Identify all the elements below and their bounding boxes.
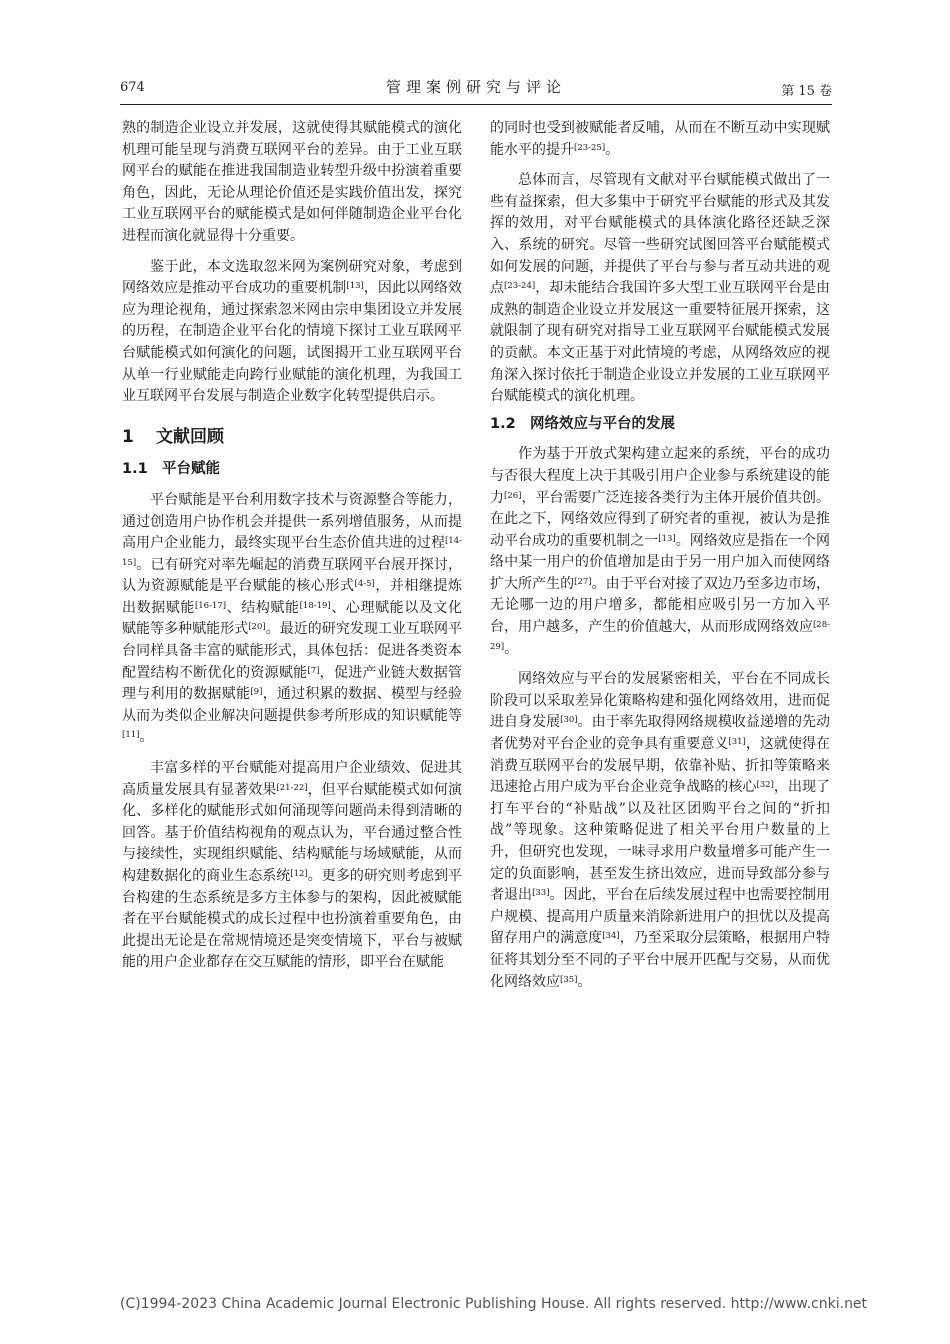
subsection-heading (122, 459, 462, 481)
citation: [18-19] (299, 600, 331, 611)
text: 、心理赋能以及文化赋能等多种赋能形式 (122, 599, 463, 638)
subsection-title: 平台赋能 (162, 461, 220, 478)
citation: [9] (250, 687, 263, 698)
text: ，乃至采取分层策略，根据用户特征将其划分至不同的子平台中展开匹配与交易，从而优化网络效应 (490, 930, 831, 990)
text: ，出现了打车平台的“补贴战”以及社区团购平台之间的“折扣战”等现象。这种策略促进了相关平台用户数量的上升，但研究也发现，一味寻求用户数量增多可能产生一定的负面影响，甚至发生挤出效应，进而导致部分参与者退出 (490, 779, 831, 904)
running-header (120, 76, 832, 102)
paragraph: 熟的制造企业设立并发展，这就使得其赋能模式的演化机理可能呈现与消费互联网平台的差异。由于工业互联网平台的赋能在推进我国制造业转型升级中扮演着重要角色，因此，无论从理论价值还是实践价值出发，探究工业互联网平台的赋能模式是如何伴随制造企业平台化进程而演化就显得十分重要。 (122, 120, 462, 244)
citation: [21-22] (276, 782, 308, 793)
paragraph (490, 118, 830, 161)
citation: [4-5] (354, 579, 375, 590)
text: 。已有研究对率先崛起的消费互联网平台展开探讨，认为资源赋能是平台赋能的核心形式 (122, 556, 462, 595)
paragraph (490, 170, 830, 408)
section-heading (122, 427, 462, 449)
citation: [13] (658, 533, 676, 544)
citation: [33] (532, 888, 550, 899)
citation: [26] (504, 490, 522, 501)
section-number: 1 (122, 426, 134, 447)
text: ，通过积累的数据、模型与经验从而为类似企业解决问题提供参考所形成的知识赋能等 (122, 686, 463, 724)
right-column (490, 118, 830, 993)
left-column (122, 118, 462, 974)
citation: [16-17] (194, 600, 227, 611)
text: ，促进产业链大数据管理与利用的数据赋能 (122, 664, 463, 703)
citation: [35] (560, 974, 578, 985)
subsection-number: 1.1 (122, 461, 148, 478)
copyright-footer: (C)1994-2023 China Academic Journal Electronic Publishing House. All rights reserved. http://www.cnki.net (120, 1296, 868, 1312)
paragraph (122, 257, 462, 408)
citation: [28-29] (490, 620, 830, 652)
text: 。更多的研究则考虑到平台构建的生态系统是多方主体参与的架构，因此被赋能者在平台赋能模式的成长过程中也扮演着重要角色，由此提出无论是在常规情境还是突变情境下，平台与被赋能的用户企业都存在交互赋能的情形，即平台在赋能 (122, 868, 463, 971)
text: 。由于平台对接了双边乃至多边市场，无论哪一边的用户增多，都能相应吸引另一方加入平台，用户越多，产生的价值越大，从而形成网络效应 (490, 575, 831, 636)
paragraph (122, 758, 462, 974)
text: 丰富多样的平台赋能对提高用户企业绩效、促进其高质量发展具有显著效果 (122, 760, 462, 798)
text: 。因此，平台在后续发展过程中也需要控制用户规模、提高用户质量来消除新进用户的担忧以及提高留存用户的满意度 (490, 887, 831, 947)
citation: [11] (122, 730, 140, 741)
citation: [20] (248, 622, 266, 633)
volume-label: 第 15 卷 (781, 84, 832, 99)
text: ，因此以网络效应为理论视角，通过探索忽米网由宗申集团设立并发展的历程，在制造企业平台化的情境下探讨工业互联网平台赋能模式如何演化的问题，试图揭开工业互联网平台从单一行业赋能走向跨行业赋能的演化机理，为我国工业互联网平台发展与制造企业数字化转型提供启示。 (122, 280, 463, 405)
text: 总体而言，尽管现有文献对平台赋能模式做出了一些有益探索，但大多集中于研究平台赋能的形式及其发挥的效用，对平台赋能模式的具体演化路径还缺乏深入、系统的研究。尽管一些研究试图回答平台赋能模式如何发展的问题，并提供了平台与参与者互动共进的观点 (490, 172, 830, 297)
section-title: 文献回顾 (156, 426, 224, 447)
subsection-title: 网络效应与平台的发展 (530, 415, 675, 432)
subsection-number: 1.2 (490, 415, 516, 432)
text: 。 (577, 973, 592, 990)
text: ，却未能结合我国许多大型工业互联网平台是由成熟的制造企业设立并发展这一重要特征展开探索，这就限制了现有研究对指导工业互联网平台赋能模式发展的贡献。本文正基于对此情境的考虑，从网络效应的视角深入探讨依托于制造企业设立并发展的工业互联网平台赋能模式的演化机理。 (490, 280, 831, 405)
text: 。最近的研究发现工业互联网平台同样具备丰富的赋能形式，具体包括：促进各类资本配置结构不断优化的资源赋能 (122, 621, 463, 681)
citation: [13] (346, 281, 364, 292)
journal-title: 管理案例研究与评论 (385, 78, 566, 96)
text: 网络效应与平台的发展紧密相关，平台在不同成长阶段可以采取差异化策略构建和强化网络效用，进而促进自身发展 (490, 671, 830, 731)
citation: [31] (728, 737, 746, 748)
text: ，这就使得在消费互联网平台的发展早期，依靠补贴、折扣等策略来迅速抢占用户成为平台企业竞争战略的核心 (490, 736, 831, 796)
citation: [7] (307, 665, 320, 676)
text: 。 (605, 141, 620, 158)
citation: [23-24] (504, 281, 536, 292)
text: 。 (139, 729, 154, 746)
citation: [32] (756, 780, 774, 791)
text: 。 (504, 640, 519, 657)
header-rule (120, 104, 832, 105)
text: ，但平台赋能模式如何演化、多样化的赋能形式如何涌现等问题尚未得到清晰的回答。基于价值结构视角的观点认为，平台通过整合性与接续性，实现组织赋能、结构赋能与场域赋能，从而构建数据化的商业生态系统 (122, 781, 463, 884)
text: 平台赋能是平台利用数字技术与资源整合等能力，通过创造用户协作机会并提供一系列增值服务，从而提高用户企业能力，最终实现平台生态价值共进的过程 (122, 491, 462, 552)
citation: [30] (560, 715, 578, 726)
citation: [14-15] (122, 536, 462, 568)
paragraph (122, 490, 462, 749)
text: 鉴于此，本文选取忽米网为案例研究对象，考虑到网络效应是推动平台成功的重要机制 (122, 258, 462, 297)
text: ，并相继提炼出数据赋能 (122, 578, 463, 616)
page-number: 674 (120, 80, 145, 95)
paragraph (490, 669, 830, 993)
text: 作为基于开放式架构建立起来的系统，平台的成功与否很大程度上决于其吸引用户企业参与系统建设的能力 (490, 446, 830, 506)
citation: [23-25] (574, 142, 606, 153)
subsection-heading (490, 414, 830, 436)
text: 。由于率先取得网络规模收益递增的先动者优势对平台企业的竞争具有重要意义 (490, 714, 831, 753)
text: 。网络效应是指在一个网络中某一用户的价值增加是由于另一用户加入而使网络扩大所产生的 (490, 532, 831, 592)
text: ，平台需要广泛连接各类行为主体开展价值共创。在此之下，网络效应得到了研究者的重视，被认为是推动平台成功的重要机制之一 (490, 489, 831, 549)
text: 、结构赋能 (226, 599, 300, 616)
paragraph (490, 444, 830, 660)
citation: [27] (574, 576, 592, 587)
text: 的同时也受到被赋能者反哺，从而在不断互动中实现赋能水平的提升 (490, 120, 830, 158)
citation: [12] (290, 869, 308, 879)
citation: [34] (602, 931, 620, 942)
